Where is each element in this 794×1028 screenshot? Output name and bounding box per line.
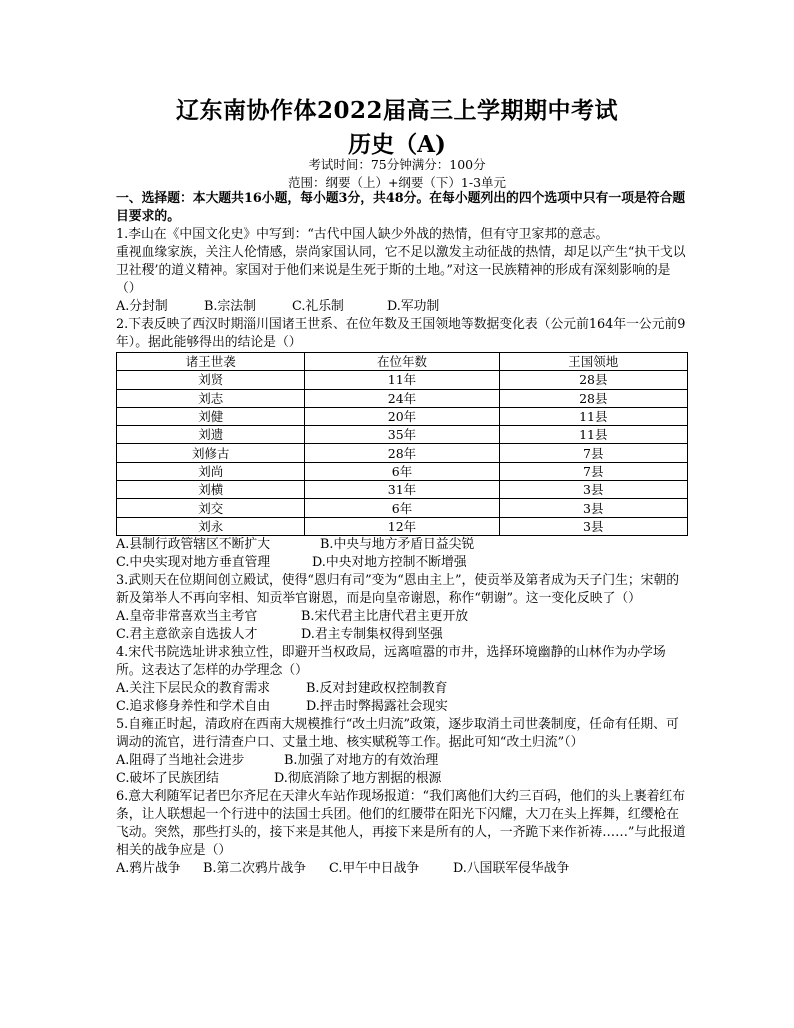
exam-info: 考试时间：75分钟满分：100分 bbox=[308, 157, 486, 172]
table-cell: 刘永 bbox=[117, 517, 305, 535]
table-cell: 20年 bbox=[305, 407, 499, 425]
option-d: D.八国联军侵华战争 bbox=[453, 860, 570, 876]
table-cell: 11县 bbox=[499, 407, 687, 425]
question-1 bbox=[116, 226, 688, 316]
option-c: C.甲午中日战争 bbox=[329, 860, 420, 876]
table-cell: 11县 bbox=[499, 426, 687, 444]
question-1-options bbox=[116, 298, 688, 316]
option-a: A.关注下层民众的教育需求 bbox=[116, 680, 271, 696]
option-a: A.县制行政管辖区不断扩大 bbox=[116, 536, 271, 552]
question-2 bbox=[116, 316, 688, 572]
table-row bbox=[117, 499, 688, 517]
table-cell: 6年 bbox=[305, 499, 499, 517]
option-c: C.破坏了民族团结 bbox=[116, 770, 219, 786]
exam-title: 辽东南协作体2022届高三上学期期中考试 bbox=[175, 97, 618, 124]
question-6 bbox=[116, 788, 688, 878]
question-5-options-row-2 bbox=[116, 770, 688, 788]
section-heading: 一、选择题：本大题共16小题，每小题3分，共48分。在每小题列出的四个选项中只有一项是符合题目要求的。 bbox=[116, 191, 686, 224]
question-1-line-2: 重视血缘家族，关注人伦情感，崇尚家国认同，它不足以激发主动征战的热情，却足以产生“执干戈以卫社稷’的道义精神。家国对于他们来说是生死于斯的土地。”对这一民族精神的形成有深刻影响的是（） bbox=[116, 245, 686, 296]
table-header-row bbox=[117, 353, 688, 371]
table-cell: 刘健 bbox=[117, 407, 305, 425]
option-d: D.彻底消除了地方割据的根源 bbox=[274, 770, 442, 786]
table-cell: 28县 bbox=[499, 389, 687, 407]
question-4-options-row-2 bbox=[116, 698, 688, 716]
option-c: C.君主意欲亲自选拔人才 bbox=[116, 626, 258, 642]
exam-subject: 历史（A) bbox=[348, 131, 446, 158]
table-header-cell: 在位年数 bbox=[305, 353, 499, 371]
table-cell: 28年 bbox=[305, 444, 499, 462]
question-5-options-row-1 bbox=[116, 752, 688, 770]
option-b: B.宋代君主比唐代君主更开放 bbox=[301, 608, 469, 624]
question-2-options-row-2 bbox=[116, 554, 688, 572]
option-a: A.分封制 bbox=[116, 299, 168, 314]
question-3-options-row-2 bbox=[116, 626, 688, 644]
table-cell: 28县 bbox=[499, 371, 687, 389]
table-cell: 刘尚 bbox=[117, 462, 305, 480]
table-cell: 刘修古 bbox=[117, 444, 305, 462]
question-5-stem: 5.自雍正时起，清政府在西南大规模推行“改土归流”政策，逐步取消土司世袭制度，任命有任期、可调动的流官，进行清查户口、丈量土地、核实赋税等工作。据此可知“改土归流”（） bbox=[116, 716, 679, 750]
table-cell: 刘志 bbox=[117, 389, 305, 407]
table-row bbox=[117, 481, 688, 499]
option-c: C.追求修身养性和学术自由 bbox=[116, 698, 271, 714]
table-cell: 3县 bbox=[499, 517, 687, 535]
table-row bbox=[117, 389, 688, 407]
option-b: B.宗法制 bbox=[204, 299, 256, 314]
table-row bbox=[117, 407, 688, 425]
table-cell: 3县 bbox=[499, 499, 687, 517]
question-1-line-1: 1.李山在《中国文化史》中写到：“古代中国人缺少外战的热情，但有守卫家邦的意志。 bbox=[116, 227, 609, 242]
table-cell: 刘遗 bbox=[117, 426, 305, 444]
option-a: A.鸦片战争 bbox=[116, 860, 181, 876]
table-cell: 刘交 bbox=[117, 499, 305, 517]
question-6-stem: 6.意大利随军记者巴尔齐尼在天津火车站作现场报道：“我们离他们大约三百码，他们的头上裹着红布条，让人联想起一个行进中的法国士兵团。他们的红腰带在阳光下闪耀，大刀在头上挥舞，红缨枪在飞动。突然，那些打头的，接下来是其他人，再接下来是所有的人，一齐跪下来作祈祷……”与此报道相关的战争应是（） bbox=[116, 788, 686, 858]
question-4 bbox=[116, 644, 688, 716]
option-c: C.中央实现对地方垂直管理 bbox=[116, 554, 271, 570]
option-b: B.中央与地方矛盾日益尖锐 bbox=[320, 536, 475, 552]
table-cell: 7县 bbox=[499, 462, 687, 480]
question-2-stem: 2.下表反映了西汉时期淄川国诸王世系、在位年数及王国领地等数据变化表（公元前164年一公元前9年）。据此能够得出的结论是（） bbox=[116, 317, 686, 350]
option-a: A.皇帝非常喜欢当主考官 bbox=[116, 608, 258, 624]
exam-content bbox=[116, 190, 688, 878]
table-cell: 11年 bbox=[305, 371, 499, 389]
question-3-options-row-1 bbox=[116, 608, 688, 626]
table-header-cell: 王国领地 bbox=[499, 353, 687, 371]
table-row bbox=[117, 371, 688, 389]
option-d: D.抨击时弊揭露社会现实 bbox=[306, 698, 448, 714]
table-cell: 6年 bbox=[305, 462, 499, 480]
table-cell: 刘贤 bbox=[117, 371, 305, 389]
table-row bbox=[117, 426, 688, 444]
option-d: D.军功制 bbox=[387, 299, 440, 314]
table-cell: 3县 bbox=[499, 481, 687, 499]
table-header-cell: 诸王世袭 bbox=[117, 353, 305, 371]
table-row bbox=[117, 462, 688, 480]
table-cell: 12年 bbox=[305, 517, 499, 535]
table-cell: 31年 bbox=[305, 481, 499, 499]
option-d: D.中央对地方控制不断增强 bbox=[312, 554, 467, 570]
option-b: B.反对封建政权控制教育 bbox=[306, 680, 448, 696]
option-c: C.礼乐制 bbox=[292, 299, 344, 314]
question-3-stem: 3.武则天在位期间创立殿试，使得“恩归有司”变为“恩由主上”，使贡举及第者成为天子门生；宋朝的新及第举人不再向宰相、知贡举官谢恩，而是向皇帝谢恩，称作“朝谢”。这一变化反映了（） bbox=[116, 572, 680, 606]
option-d: D.君主专制集权得到坚强 bbox=[301, 626, 443, 642]
option-b: B.加强了对地方的有效治理 bbox=[284, 752, 439, 768]
question-2-options-row-1 bbox=[116, 536, 688, 554]
table-row bbox=[117, 444, 688, 462]
question-6-options bbox=[116, 860, 688, 878]
table-cell: 35年 bbox=[305, 426, 499, 444]
table-cell: 24年 bbox=[305, 389, 499, 407]
table-cell: 7县 bbox=[499, 444, 687, 462]
exam-scope: 范围：纲要（上）+纲要（下）1-3单元 bbox=[287, 175, 507, 190]
question-5 bbox=[116, 716, 688, 788]
table-cell: 刘横 bbox=[117, 481, 305, 499]
option-b: B.第二次鸦片战争 bbox=[203, 860, 307, 876]
option-a: A.阻碍了当地社会进步 bbox=[116, 752, 245, 768]
dynasty-table bbox=[116, 352, 688, 536]
table-row bbox=[117, 517, 688, 535]
question-4-stem: 4.宋代书院选址讲求独立性，即避开当权政局，远离喧嚣的市井，选择环境幽静的山林作为办学场所。这表达了怎样的办学理念（） bbox=[116, 644, 666, 678]
question-4-options-row-1 bbox=[116, 680, 688, 698]
question-3 bbox=[116, 572, 688, 644]
